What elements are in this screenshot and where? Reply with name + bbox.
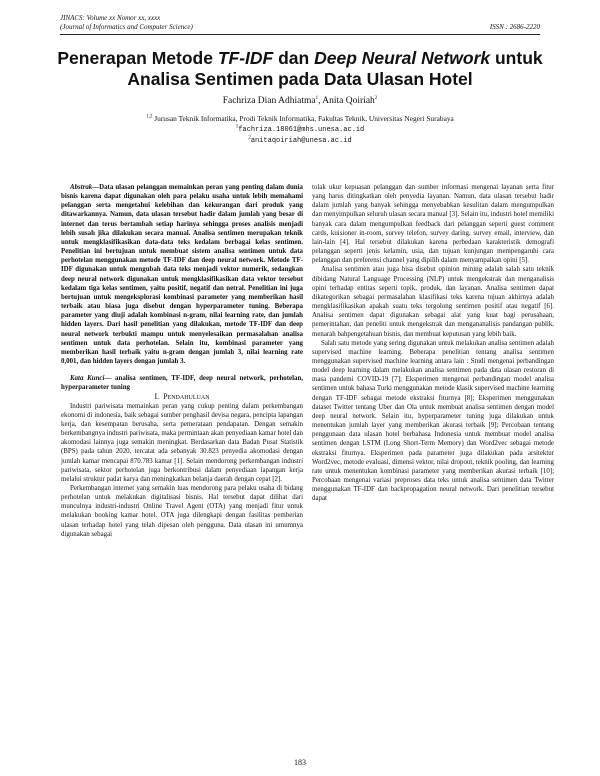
abstract-label: Abstrak— <box>70 184 100 191</box>
paragraph: Salah satu metode yang sering digunakan untuk melakukan analisa sentimen adalah supervised machine learning. Beberapa penelitian tentang analisa sentimen menggunakan supervised machine learning antara lain : Studi mengenai perbandingan model deep learning dalam melakukan analisa sentimen pada data ulasan restoran di masa pandemi COVID-19 [7]; Eksperimen mengenai perbandingan model analisa sentimen untuk bahasa Turki menggunakan metode klasik supervised machine learning dengan TF-IDF sebagai metode ekstraksi fiturnya [8]; Eksperimen menggunakan dataset Twitter tentang Uber dan Ola untuk membuat analisa sentimen dengan model deep neural network. Selain itu, hyperparameter tuning juga dilakukan untuk menentukan jumlah layer yang memberikan akurasi terbaik [9]; Percobaan tentang penggunaan data ulasan hotel berbahasa Indonesia untuk membuat model analisa sentimen dengan LSTM (Long Short-Term Memory) dan Word2vec sebagai metode ekstraksi fiturnya. Eksperimen pada parameter juga dilakukan pada arsitektur Word2vec, metode evaluasi, dimensi vektor, nilai dropout, teknik pooling, dan learning rate untuk menentukan kombinasi parameter yang memberikan akurasi terbaik [10]; Percobaan mengenai variasi preproses data teks untuk analisa sentimen data Twitter menggunakan TF-IDF dan backpropagation neural network. Dari penelitian tersebut dapat <box>312 339 554 503</box>
keywords-label: Kata Kunci— <box>70 375 112 383</box>
author-2-sup: 2 <box>374 95 378 101</box>
section-title: Pendahuluan <box>163 392 210 402</box>
email-1[interactable]: fachriza.18061@mhs.unesa.ac.id <box>238 126 365 134</box>
section-heading <box>61 392 303 401</box>
author-1-sup: 1 <box>315 95 319 101</box>
affiliation-text: Jurusan Teknik Informatika, Prodi Teknik Informatika, Fakultas Teknik, Universitas Negeri Surabaya <box>152 114 454 123</box>
email-2[interactable]: anitaqoiriah@unesa.ac.id <box>250 137 352 145</box>
title-tfidf: TF-IDF <box>217 48 274 68</box>
journal-issn: ISSN : 2686-2220 <box>489 23 540 31</box>
paragraph: Perkembangan internet yang semakin luas mendorong para pelaku usaha di bidang perhotelan untuk melakukan digitalisasi bisnis. Hal tersebut dapat dilihat dari munculnya industri-industri Online Travel Agent (OTA) yang menjadi fitur untuk melakukan booking kamar hotel. OTA juga dilengkapi dengan fasilitas pemberian ulasan terhadap hotel yang telah dipesan oleh pengguna. Data ulasan ini umumnya digunakan sebagai <box>61 485 303 538</box>
authors <box>40 96 560 106</box>
right-column <box>312 183 554 503</box>
section-number: I. <box>154 392 160 402</box>
header-divider <box>60 34 540 35</box>
keywords <box>61 374 303 392</box>
title-dnn: Deep Neural Network <box>314 48 491 68</box>
journal-header <box>60 14 540 32</box>
keywords-text: analisa sentimen, TF-IDF, deep neural network, perhotelan, hyperparameter tuning <box>61 375 303 392</box>
paragraph: tolak ukur kepuasan pelanggan dan sumber informasi mengenai layanan serta fitur yang harus ditingkatkan oleh penyedia layanan. Namun, data ulasan tersebut hadir dalam jumlah yang banyak sehingga menyebabkan kesulitan dalam mengumpulkan dan menyimpulkan seluruh ulasan secara manual [3]. Selain itu, industri hotel memiliki banyak cara dalam mengumpulkan feedback dari pelanggan seperti guest comment cards, kuisioner in-room, survey telefon, survey daring, survey email, interview, dan lain-lain [4]. Hal tersebut dilakukan karena perbedaan karakteristik demografi pelanggan seperti jenis kelamin, usia, dan tujuan kunjungan mempengaruhi cara pelanggan dan preferensi channel yang dipilih dalam menyampaikan opini [5]. <box>312 184 554 265</box>
journal-volume: JINACS: Volume xx Nomor xx, xxxx <box>60 14 161 22</box>
left-column <box>61 183 303 539</box>
author-1: Fachriza Dian Adhiatma <box>222 96 316 106</box>
author-2: , Anita Qoiriah <box>318 96 375 106</box>
page-number: 183 <box>294 758 306 767</box>
affiliation <box>40 114 560 146</box>
paragraph: Analisa sentimen atau juga bisa disebut opinion mining adalah salah satu teknik dibidang Natural Language Processing (NLP) untuk mengekstrak dan menganalisis opini terhadap entitas seperti topik, produk, dan layanan. Analisa sentimen dapat dikategorikan sebagai permasalahan klasifikasi teks karena tujuan akhirnya adalah mengklasifikasikan apakah suatu teks tergolong sentimen positif atau negatif [6]. Analisa sentimen dapat digunakan sebagai alat yang kuat bagi perusahaan, pemerintahan, dan peneliti untuk mengekstrak dan mengananalisis pandangan publik, menarah bahpengetahuan bisnis, dan membuat keputusan yang lebih baik. <box>312 266 554 338</box>
email-2-sup: 2 <box>248 135 251 141</box>
paragraph: Industri pariwisata memainkan peran yang cukup penting dalam perkembangan ekonomi di indonesia, baik sebagai sumber penghasil devisa negara, pencipta lapangan kerja, dan kesempatan berusaha, serta pemerataan pendapatan. Dengan semakin berkembangnya industri pariwisata, maka permintaan akan penyediaan kamar hotel dan akomodasi lainnya juga semakin meningkat. Berdasarkan data Badan Pusat Statistik (BPS) pada tahun 2020, tercatat ada sebanyak 30.823 penyedia akomodasi dengan jumlah kamar mencapai 870.783 kamar [1]. Selain mendorong perkembangan industri pariwisata, sektor perhotelan juga berkontribusi dalam penyediaan lapangan kerja melalui struktur padat karya dan meningkatkan belanja daerah dengan cepat [2]. <box>61 402 303 483</box>
email-1-sup: 1 <box>235 124 239 130</box>
abstract-text: Data ulasan pelanggan memainkan peran yang penting dalam dunia bisnis karena dapat digunakan oleh para pelaku usaha untuk lebih memahami pelanggan serta mengetahui kelebihan dan kekurangan dari produk yang ditawarkannya. Namun, data ulasan tersebut hadir dalam jumlah yang besar di internet dan terus bertambah setiap harinya sehingga proses analisis menjadi lebih susah jika dilakukan secara manual. Analisa sentimen merupakan teknik untuk mengklasifikasikan data-data teks kedalam berbagai kelas sentimen. Penelitian ini bertujuan untuk membuat sistem analisa sentimen untuk data perhotelan menggunakan metode TF-IDF dan deep neural network. Metode TF-IDF digunakan untuk mengubah data teks menjadi vektor numerik, sedangkan deep neural network digunakan untuk mengklasifikasikan data vektor tersebut kedalam tiga kelas sentimen, yaitu positif, negatif dan netral. Penelitian ini juga bertujuan untuk mengeksplorasi kombinasi parameter yang memberikan hasil terbaik atau biasa juga disebut dengan hyperparameter tuning. Beberapa parameter yang diuji adalah kombinasi n-gram, nilai learning rate, dan jumlah hidden layers. Dari hasil penelitian yang dilakukan, metode TF-IDF dan deep neural network terbukti mampu untuk menyelesaikan permasalahan analisa sentimen untuk data perhotelan. Selain itu, kombinasi parameter yang memberikan hasil terbaik yaitu n-gram dengan jumlah 3, nilai learning rate 0,001, dan hidden layers dengan jumlah 3. <box>61 184 303 365</box>
journal-name: (Journal of Informatics and Computer Science) <box>60 23 193 31</box>
abstract <box>61 183 303 366</box>
title-part: dan <box>273 48 315 68</box>
paper-title <box>40 48 560 90</box>
title-part: Penerapan Metode <box>57 48 218 68</box>
affiliation-sup: 1,2 <box>146 114 153 120</box>
title-part: untuk Analisa Sentimen pada Data Ulasan Hotel <box>127 48 543 89</box>
